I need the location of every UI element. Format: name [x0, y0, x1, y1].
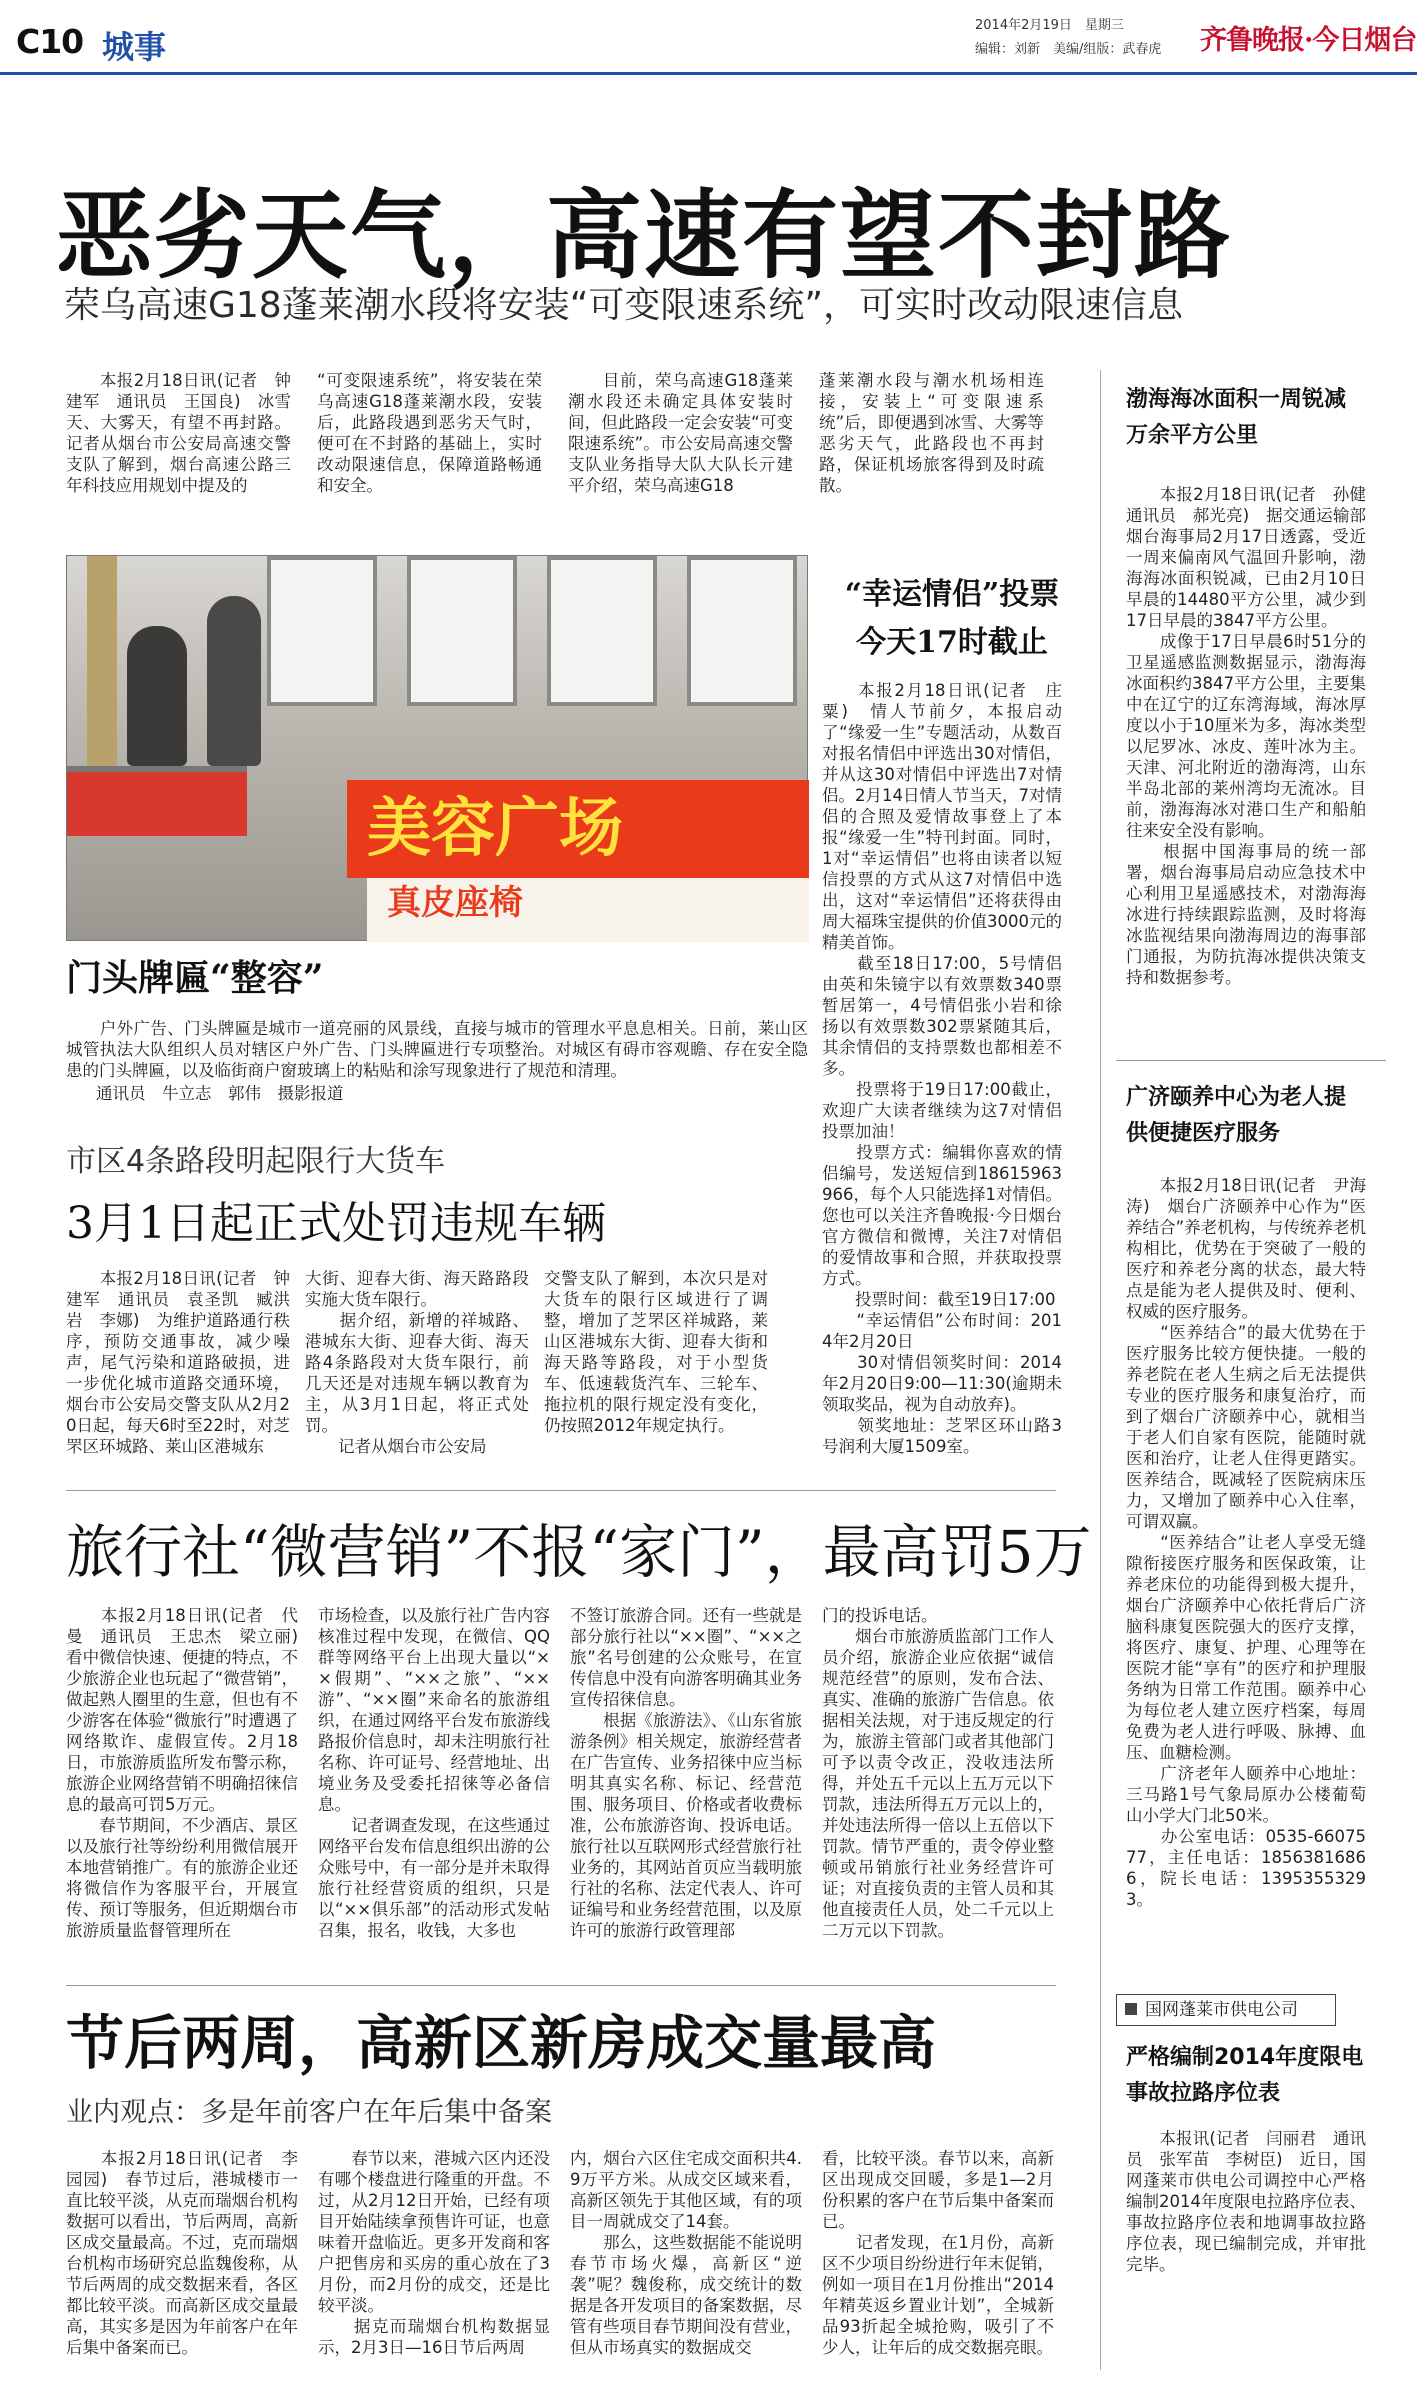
lead-column-1: 本报2月18日讯(记者 钟建军 通讯员 王国良) 冰雪天、大雾天，有望不再封路。记者从烟台市公安局高速交警支队了解到，烟台高速公路三年科技应用规划中提及的: [66, 371, 291, 495]
photo-caption-body: 户外广告、门头牌匾是城市一道亮丽的风景线，直接与城市的管理水平息息相关。日前，莱山区城管执法大队组织人员对辖区户外广告、门头牌匾进行专项整治。对城区有碍市容观瞻、存在安全隐患的门头牌匾，以及临街商户窗玻璃上的粘贴和涂写现象进行了规范和清理。: [66, 1019, 808, 1080]
travel-column-4: 门的投诉电话。 烟台市旅游质监部门工作人员介绍，旅游企业应依据“诚信规范经营”的原则，发布合法、真实、准确的旅游广告信息。依据相关法规，对于违反规定的行为，旅游主管部门或者其他部门可予以责令改正，没收违法所得，并处五千元以上五万元以下罚款，违法所得五万元以上的，并处违法所得一倍以上五倍以下罚款。情节严重的，责令停业整顿或吊销旅行社业务经营许可证；对直接负责的主管人员和其他直接责任人员，处二千元以上二万元以下罚款。: [822, 1606, 1054, 1940]
storefront-sign-photo: [66, 555, 808, 941]
shop-sign: 美容广场: [347, 780, 809, 878]
section-name: 城事: [102, 28, 167, 66]
power-company-tag: 国网蓬莱市供电公司: [1116, 1994, 1336, 2026]
photo-credit: 通讯员 牛立志 郭伟 摄影报道: [96, 1084, 344, 1103]
worker-figure: [207, 596, 261, 766]
section-divider: [66, 1985, 1056, 1986]
limit-column-1: 本报2月18日讯(记者 钟建军 通讯员 袁圣凯 臧洪岩 李娜) 为维护道路通行秩序，预防交通事故，减少噪声，尾气污染和道路破损，进一步优化城市道路交通环境，烟台市公安局交警支队从2月20日起，每天6时至22时，对芝罘区环城路、莱山区港城东: [66, 1269, 290, 1456]
lead-subheadline: 荣乌高速G18蓬莱潮水段将安装“可变限速系统”，可实时改动限速信息: [64, 285, 1184, 326]
lead-column-4: 蓬莱潮水段与潮水机场相连接，安装上“可变限速系统”后，即便遇到冰雪、大雾等恶劣天气，此路段也不再封路，保证机场旅客得到及时疏散。: [819, 371, 1044, 495]
limit-column-2: 大街、迎春大街、海天路路段实施大货车限行。 据介绍，新增的祥城路、港城东大街、迎春大街、海天路4条路段对大货车限行，前几天还是对违规车辆以教育为主，从3月1日起，将正式处罚。 记者从烟台市公安局: [305, 1269, 529, 1456]
power-headline: 严格编制2014年度限电事故拉路序位表: [1126, 2045, 1364, 2106]
lovers-headline-line2: 今天17时截止: [856, 625, 1048, 660]
housing-column-4: 看，比较平淡。春节以来，高新区出现成交回暖，多是1—2月份积累的客户在节后集中备案而已。 记者发现，在1月份，高新区不少项目纷纷进行年末促销，例如一项目在1月份推出“2014年精英返乡置业计划”，全城新品93折起全城抢购，吸引了不少人，让年后的成交数据亮眼。: [822, 2149, 1054, 2357]
ice-headline: 渤海海冰面积一周锐减万余平方公里: [1126, 387, 1347, 448]
housing-headline: 节后两周，高新区新房成交量最高: [66, 2009, 937, 2077]
building-window: [267, 556, 377, 706]
power-body: 本报讯(记者 闫丽君 通讯员 张军苗 李树臣) 近日，国网蓬莱市供电公司调控中心严格编制2014年度限电拉路序位表、事故拉路序位表和地调事故拉路序位表，现已编制完成，并审批完毕。: [1126, 2129, 1366, 2274]
travel-headline: 旅行社“微营销”不报“家门”，最高罚5万: [66, 1518, 1092, 1586]
building-window: [687, 556, 797, 706]
lovers-body: 本报2月18日讯(记者 庄粟) 情人节前夕，本报启动了“缘爱一生”专题活动，从数百对报名情侣中评选出30对情侣，并从这30对情侣中评选出7对情侣。2月14日情人节当天，7对情侣的合照及爱情故事登上了本报“缘爱一生”特刊封面。同时，1对“幸运情侣”也将由读者以短信投票的方式从这7对情侣中选出，这对“幸运情侣”还将获得由周大福珠宝提供的价值3000元的精美首饰。 截至18日17:00，5号情侣由英和朱镜宇以有效票数340票暂居第一，4号情侣张小岩和徐扬以有效票数302票紧随其后，其余情侣的支持票数也都相差不多。 投票将于19日17:00截止，欢迎广大读者继续为这7对情侣投票加油！ 投票方式：编辑你喜欢的情侣编号，发送短信到18615963966，每个人只能选择1对情侣。您也可以关注齐鲁晚报·今日烟台官方微信和微博，关注7对情侣的爱情故事和合照，并获取投票方式。 投票时间：截至19日17:00 “幸运情侣”公布时间：2014年2月20日 30对情侣领奖时间：2014年2月20日9:00—11:30(逾期未领取奖品，视为自动放弃)。 领奖地址：芝罘区环山路3号润利大厦1509室。: [822, 681, 1062, 1456]
travel-column-1: 本报2月18日讯(记者 代曼 通讯员 王忠杰 梁立丽) 看中微信快速、便捷的特点，不少旅游企业也玩起了“微营销”，做起熟人圈里的生意，但也有不少游客在体验“微旅行”时遭遇了网络欺诈、虚假宣传。2月18日，市旅游质监所发布警示称，旅游企业网络营销不明确招徕信息的最高可罚5万元。 春节期间，不少酒店、景区以及旅行社等纷纷利用微信展开本地营销推广。有的旅游企业还将微信作为客服平台，开展宣传、预订等服务，但近期烟台市旅游质量监督管理所在: [66, 1606, 298, 1940]
editor-line: 编辑：刘新 美编/组版：武春虎: [975, 42, 1162, 57]
elder-headline: 广济颐养中心为老人提供便捷医疗服务: [1126, 1085, 1347, 1146]
building-window: [547, 556, 657, 706]
housing-kicker: 业内观点：多是年前客户在年后集中备案: [66, 2097, 552, 2128]
travel-column-2: 市场检查，以及旅行社广告内容核准过程中发现，在微信、QQ群等网络平台上出现大量以“××假期”、“××之旅”、“××游”、“××圈”来命名的旅游组织，在通过网络平台发布旅游线路报价信息时，却未注明旅行社名称、许可证号、经营地址、出境业务及受委托招徕等必备信息。 记者调查发现，在这些通过网络平台发布信息组织出游的公众账号中，有一部分是并未取得旅行社经营资质的组织，只是以“××俱乐部”的活动形式发帖召集，报名，收钱，大多也: [318, 1606, 550, 1940]
page-number: C10: [16, 22, 84, 61]
header-rule: [0, 72, 1417, 75]
sidebar-divider: [1100, 370, 1101, 2370]
worker-figure: [127, 626, 187, 766]
housing-column-3: 内，烟台六区住宅成交面积共4.9万平方米。从成交区域来看，高新区领先于其他区域，有的项目一周就成交了14套。 那么，这些数据能不能说明春节市场火爆，高新区“逆袭”呢？魏俊称，成交统计的数据是各开发项目的备案数据，尽管有些项目春节期间没有营业，但从市场真实的数据成交: [570, 2149, 802, 2357]
limit-headline: 3月1日起正式处罚违规车辆: [66, 1198, 606, 1249]
newspaper-brand-logo: 齐鲁晚报·今日烟台: [1200, 25, 1417, 56]
ice-body: 本报2月18日讯(记者 孙健 通讯员 郝光亮) 据交通运输部烟台海事局2月17日透露，受近一周来偏南风气温回升影响，渤海海冰面积锐减，已由2月10日早晨的14480平方公里，减少到17日早晨的3847平方公里。 成像于17日早晨6时51分的卫星遥感监测数据显示，渤海海冰面积约3847平方公里，主要集中在辽宁的辽东湾海域，海冰厚度以小于10厘米为多，海冰类型以尼罗冰、冰皮、莲叶冰为主。天津、河北附近的渤海湾，山东半岛北部的莱州湾均无流冰。目前，渤海海冰对港口生产和船舶往来安全没有影响。 根据中国海事局的统一部署，烟台海事局启动应急技术中心利用卫星遥感技术，对渤海海冰进行持续跟踪监测，及时将海冰监视结果向渤海周边的海事部门通报，为防抗海冰提供决策支持和数据参考。: [1126, 485, 1366, 987]
sidebar-divider: [1116, 1060, 1386, 1061]
lead-column-2: “可变限速系统”，将安装在荣乌高速G18蓬莱潮水段，安装后，此路段遇到恶劣天气时，便可在不封路的基础上，实时改动限速信息，保障道路畅通和安全。: [317, 371, 542, 495]
lovers-headline-line1: “幸运情侣”投票: [844, 577, 1060, 612]
lead-headline: 恶劣天气，高速有望不封路: [56, 179, 1232, 292]
limit-kicker: 市区4条路段明起限行大货车: [66, 1144, 446, 1179]
building-window: [407, 556, 517, 706]
lovers-headline: [822, 571, 1082, 667]
housing-column-1: 本报2月18日讯(记者 李园园) 春节过后，港城楼市一直比较平淡，从克而瑞烟台机构数据可以看出，节后两周，高新区成交量最高。不过，克而瑞烟台机构市场研究总监魏俊称，从节后两周的成交数据来看，各区都比较平淡。而高新区成交量最高，其实多是因为年前客户在年后集中备案而已。: [66, 2149, 298, 2357]
date-line: 2014年2月19日 星期三: [975, 18, 1124, 33]
shop-sign-lower: 真皮座椅: [367, 878, 809, 942]
lead-column-3: 目前，荣乌高速G18蓬莱潮水段还未确定具体安装时间，但此路段一定会安装“可变限速系统”。市公安局高速交警支队业务指导大队大队长亓建平介绍，荣乌高速G18: [568, 371, 793, 495]
lift-platform: [67, 766, 247, 836]
housing-column-2: 春节以来，港城六区内还没有哪个楼盘进行隆重的开盘。不过，从2月12日开始，已经有项目开始陆续拿预售许可证，也意味着开盘临近。更多开发商和客户把售房和买房的重心放在了3月份，而2月份的成交，还是比较平淡。 据克而瑞烟台机构数据显示，2月3日—16日节后两周: [318, 2149, 550, 2357]
travel-column-3: 不签订旅游合同。还有一些就是部分旅行社以“××圈”、“××之旅”名号创建的公众账号，在宣传信息中没有向游客明确其业务宣传招徕信息。 根据《旅游法》、《山东省旅游条例》相关规定，旅游经营者在广告宣传、业务招徕中应当标明其真实名称、标记、经营范围、服务项目、价格或者收费标准，公布旅游咨询、投诉电话。旅行社以互联网形式经营旅行社业务的，其网站首页应当载明旅行社的名称、法定代表人、许可证编号和业务经营范围，以及原许可的旅游行政管理部: [570, 1606, 802, 1940]
elder-body: 本报2月18日讯(记者 尹海涛) 烟台广济颐养中心作为“医养结合”养老机构，与传统养老机构相比，优势在于突破了一般的医疗和养老分离的状态，最大特点是能为老人提供及时、便利、权威的医疗服务。 “医养结合”的最大优势在于医疗服务比较方便快捷。一般的养老院在老人生病之后无法提供专业的医疗服务和康复治疗，而到了烟台广济颐养中心，就相当于老人们自家有医院，能随时就医和治疗，让老人住得更踏实。医养结合，既减轻了医院病床压力，又增加了颐养中心入住率，可谓双赢。 “医养结合”让老人享受无缝隙衔接医疗服务和医保政策，让养老床位的功能得到极大提升，烟台广济颐养中心依托背后广济脑科康复医院强大的医疗支撑，将医疗、康复、护理、心理等在医院才能“享有”的医疗和护理服务纳为日常工作范围。颐养中心为每位老人建立医疗档案，每周免费为老人进行呼吸、脉搏、血压、血糖检测。 广济老年人颐养中心地址：三马路1号气象局原办公楼葡萄山小学大门北50米。 办公室电话：0535-6607577，主任电话：18563816866，院长电话：13953553293。: [1126, 1176, 1366, 1909]
photo-caption-title: 门头牌匾“整容”: [66, 957, 324, 999]
ladder: [87, 556, 117, 766]
section-divider: [66, 1490, 1056, 1491]
limit-column-3: 交警支队了解到，本次只是对大货车的限行区域进行了调整，增加了芝罘区祥城路，莱山区港城东大街、迎春大街和海天路等路段，对于小型货车、低速载货汽车、三轮车、拖拉机的限行规定没有变化，仍按照2012年规定执行。: [544, 1269, 768, 1435]
